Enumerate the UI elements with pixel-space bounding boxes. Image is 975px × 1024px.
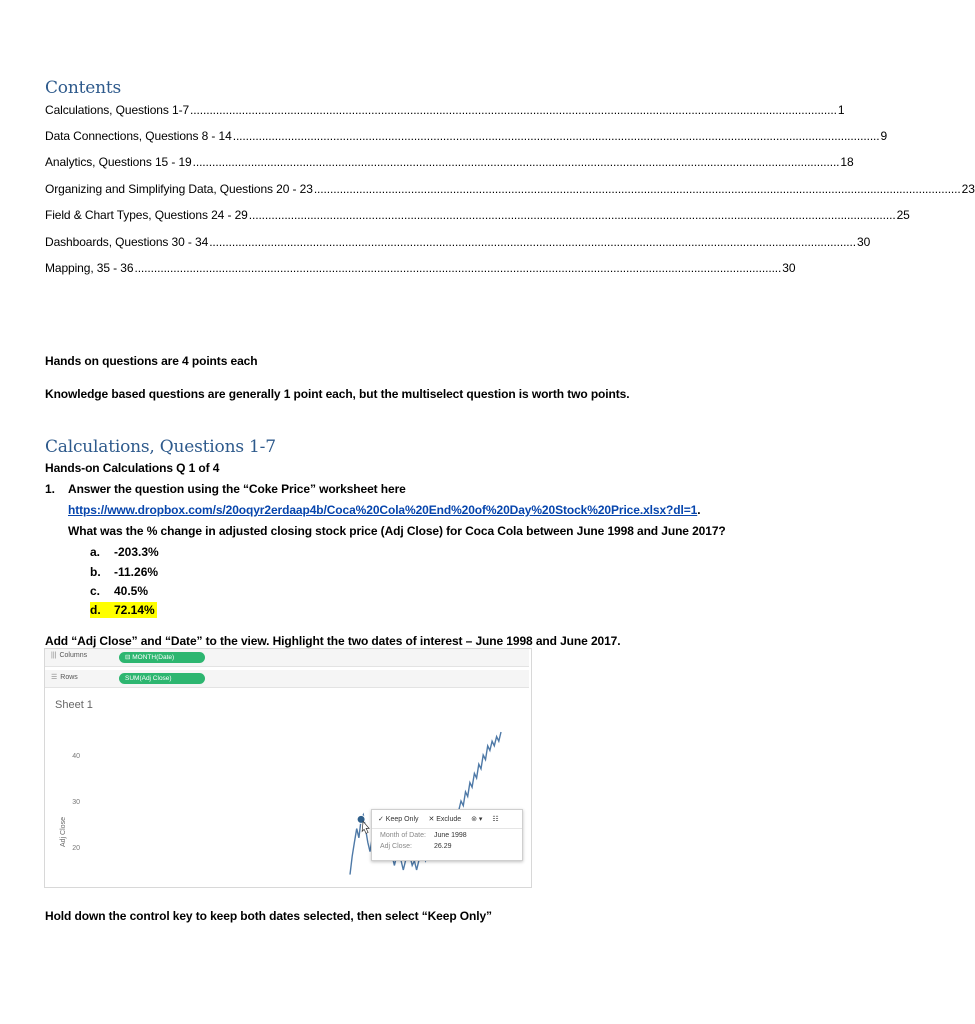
instruction-1: Add “Adj Close” and “Date” to the view. Highlight the two dates of interest – June 1998 and June 2017. [45,634,621,648]
link-period: . [697,503,701,517]
toc-entry[interactable] [45,261,796,277]
toc-entry-title: Mapping, 35 - 36 [45,261,134,275]
question-number: 1. [45,482,56,496]
month-date-pill[interactable]: ⊟ MONTH(Date) [119,652,205,663]
toc-entry-title: Calculations, Questions 1-7 [45,103,190,117]
toc-entry-page: 9 [880,129,888,143]
question-link-row [68,503,700,517]
dropbox-link[interactable]: https://www.dropbox.com/s/20oqyr2erdaap4b/Coca%20Cola%20End%20of%20Day%20Stock%20Price.xlsx?dl=1 [68,503,698,517]
toc-entry-title: Data Connections, Questions 8 - 14 [45,129,232,143]
toc-leader: ........................................................................................................................................................................................................ [248,208,896,222]
question-line1: Answer the question using the “Coke Price” worksheet here [68,482,406,496]
hands-on-note: Hands on questions are 4 points each [45,354,258,368]
calculations-heading: Calculations, Questions 1-7 [45,437,276,457]
toc-leader: ........................................................................................................................................................................................................ [209,235,857,249]
toc-leader: ........................................................................................................................................................................................................ [313,182,961,196]
toc-entry-title: Field & Chart Types, Questions 24 - 29 [45,208,248,222]
contents-heading: Contents [45,78,121,98]
toc-entry-page: 30 [857,235,871,249]
toc-entry-title: Dashboards, Questions 30 - 34 [45,235,209,249]
columns-icon: ||| [51,652,57,659]
cursor-hand-icon [362,821,369,833]
toc-entry-page: 1 [837,103,845,117]
y-tick-label: 30 [72,799,80,806]
toc-entry[interactable] [45,235,871,251]
question-line2: What was the % change in adjusted closing stock price (Adj Close) for Coca Cola between June 1998 and June 2017? [68,524,726,538]
toc-leader: ........................................................................................................................................................................................................ [192,155,840,169]
subheading: Hands-on Calculations Q 1 of 4 [45,461,220,475]
toc-entry-page: 25 [896,208,910,222]
option-a: a. -203.3% [90,545,159,559]
knowledge-note: Knowledge based questions are generally 1 point each, but the multiselect question is worth two points. [45,387,630,401]
option-d-answer: d. 72.14% [90,603,155,617]
instruction-2: Hold down the control key to keep both dates selected, then select “Keep Only” [45,909,492,923]
rows-shelf: ☰ Rows SUM(Adj Close) [45,670,529,688]
view-data-icon[interactable]: ☷ [492,816,499,823]
toc-entry[interactable] [45,103,845,119]
toc-leader: ........................................................................................................................................................................................................ [134,261,782,275]
rows-icon: ☰ [51,674,58,681]
toc-entry-page: 30 [782,261,796,275]
toc-entry-title: Organizing and Simplifying Data, Questions 20 - 23 [45,182,313,196]
y-axis-label: Adj Close [60,817,67,847]
toc-entry[interactable] [45,182,975,198]
keep-only-button[interactable]: ✓ Keep Only [378,816,419,823]
tooltip: ✓ Keep Only ✕ Exclude ⊚ ▾ ☷ Month of Date: June 1998 Adj Close: 26.29 [371,809,523,861]
sheet-title: Sheet 1 [55,699,93,711]
toc-leader: ........................................................................................................................................................................................................ [232,129,880,143]
group-icon[interactable]: ⊚ ▾ [471,816,483,823]
y-tick-label: 40 [72,753,80,760]
toc-entry-title: Analytics, Questions 15 - 19 [45,155,192,169]
toc-entry-page: 23 [961,182,975,196]
adj-close-pill[interactable]: SUM(Adj Close) [119,673,205,684]
y-tick-label: 20 [72,845,80,852]
columns-shelf: ||| Columns ⊟ MONTH(Date) [45,649,529,667]
toc-entry[interactable] [45,155,854,171]
option-b: b. -11.26% [90,565,159,579]
tableau-screenshot [44,648,532,888]
toc-leader: ........................................................................................................................................................................................................ [190,103,837,117]
toc-entry[interactable] [45,129,888,145]
option-c: c. 40.5% [90,584,149,598]
toc-entry[interactable] [45,208,910,224]
toc-entry-page: 18 [840,155,854,169]
exclude-button[interactable]: ✕ Exclude [428,816,462,823]
